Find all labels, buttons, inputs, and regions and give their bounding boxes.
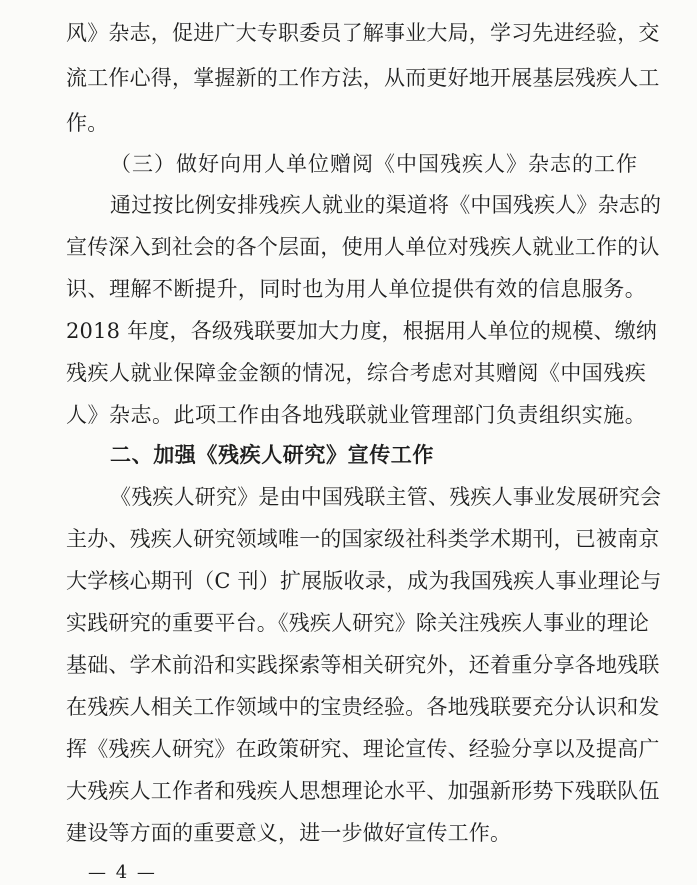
paragraph-line: 风》杂志，促进广大专职委员了解事业大局，学习先进经验，交 (66, 21, 660, 45)
page-number: — 4 — (88, 862, 157, 883)
paragraph-line: 主办、残疾人研究领域唯一的国家级社科类学术期刊，已被南京 (66, 527, 660, 551)
paragraph-line: 在残疾人相关工作领域中的宝贵经验。各地残联要充分认识和发 (66, 695, 660, 719)
paragraph-line: 大学核心期刊（C 刊）扩展版收录，成为我国残疾人事业理论与 (66, 569, 662, 593)
section-heading-3: （三）做好向用人单位赠阅《中国残疾人》杂志的工作 (110, 152, 638, 176)
paragraph-line: 人》杂志。此项工作由各地残联就业管理部门负责组织实施。 (66, 403, 646, 427)
paragraph-line: 实践研究的重要平台。《残疾人研究》除关注残疾人事业的理论 (66, 611, 650, 635)
paragraph-line: 识、理解不断提升，同时也为用人单位提供有效的信息服务。 (66, 277, 646, 301)
paragraph-line: 《残疾人研究》是由中国残联主管、残疾人事业发展研究会 (110, 485, 662, 509)
paragraph-line: 流工作心得，掌握新的工作方法，从而更好地开展基层残疾人工 (66, 66, 660, 90)
paragraph-line: 宣传深入到社会的各个层面，使用人单位对残疾人就业工作的认 (66, 235, 660, 259)
paragraph-line: 残疾人就业保障金金额的情况，综合考虑对其赠阅《中国残疾 (66, 361, 646, 385)
section-heading-2: 二、加强《残疾人研究》宣传工作 (110, 443, 434, 467)
paragraph-line: 建设等方面的重要意义，进一步做好宣传工作。 (66, 821, 512, 845)
paragraph-line: 通过按比例安排残疾人就业的渠道将《中国残疾人》杂志的 (110, 193, 662, 217)
paragraph-line: 大残疾人工作者和残疾人思想理论水平、加强新形势下残联队伍 (66, 779, 660, 803)
paragraph-line: 2018 年度，各级残联要加大力度，根据用人单位的规模、缴纳 (66, 319, 658, 343)
paragraph-line: 基础、学术前沿和实践探索等相关研究外，还着重分享各地残联 (66, 653, 660, 677)
paragraph-line: 挥《残疾人研究》在政策研究、理论宣传、经验分享以及提高广 (66, 737, 660, 761)
paragraph-line: 作。 (66, 111, 109, 135)
